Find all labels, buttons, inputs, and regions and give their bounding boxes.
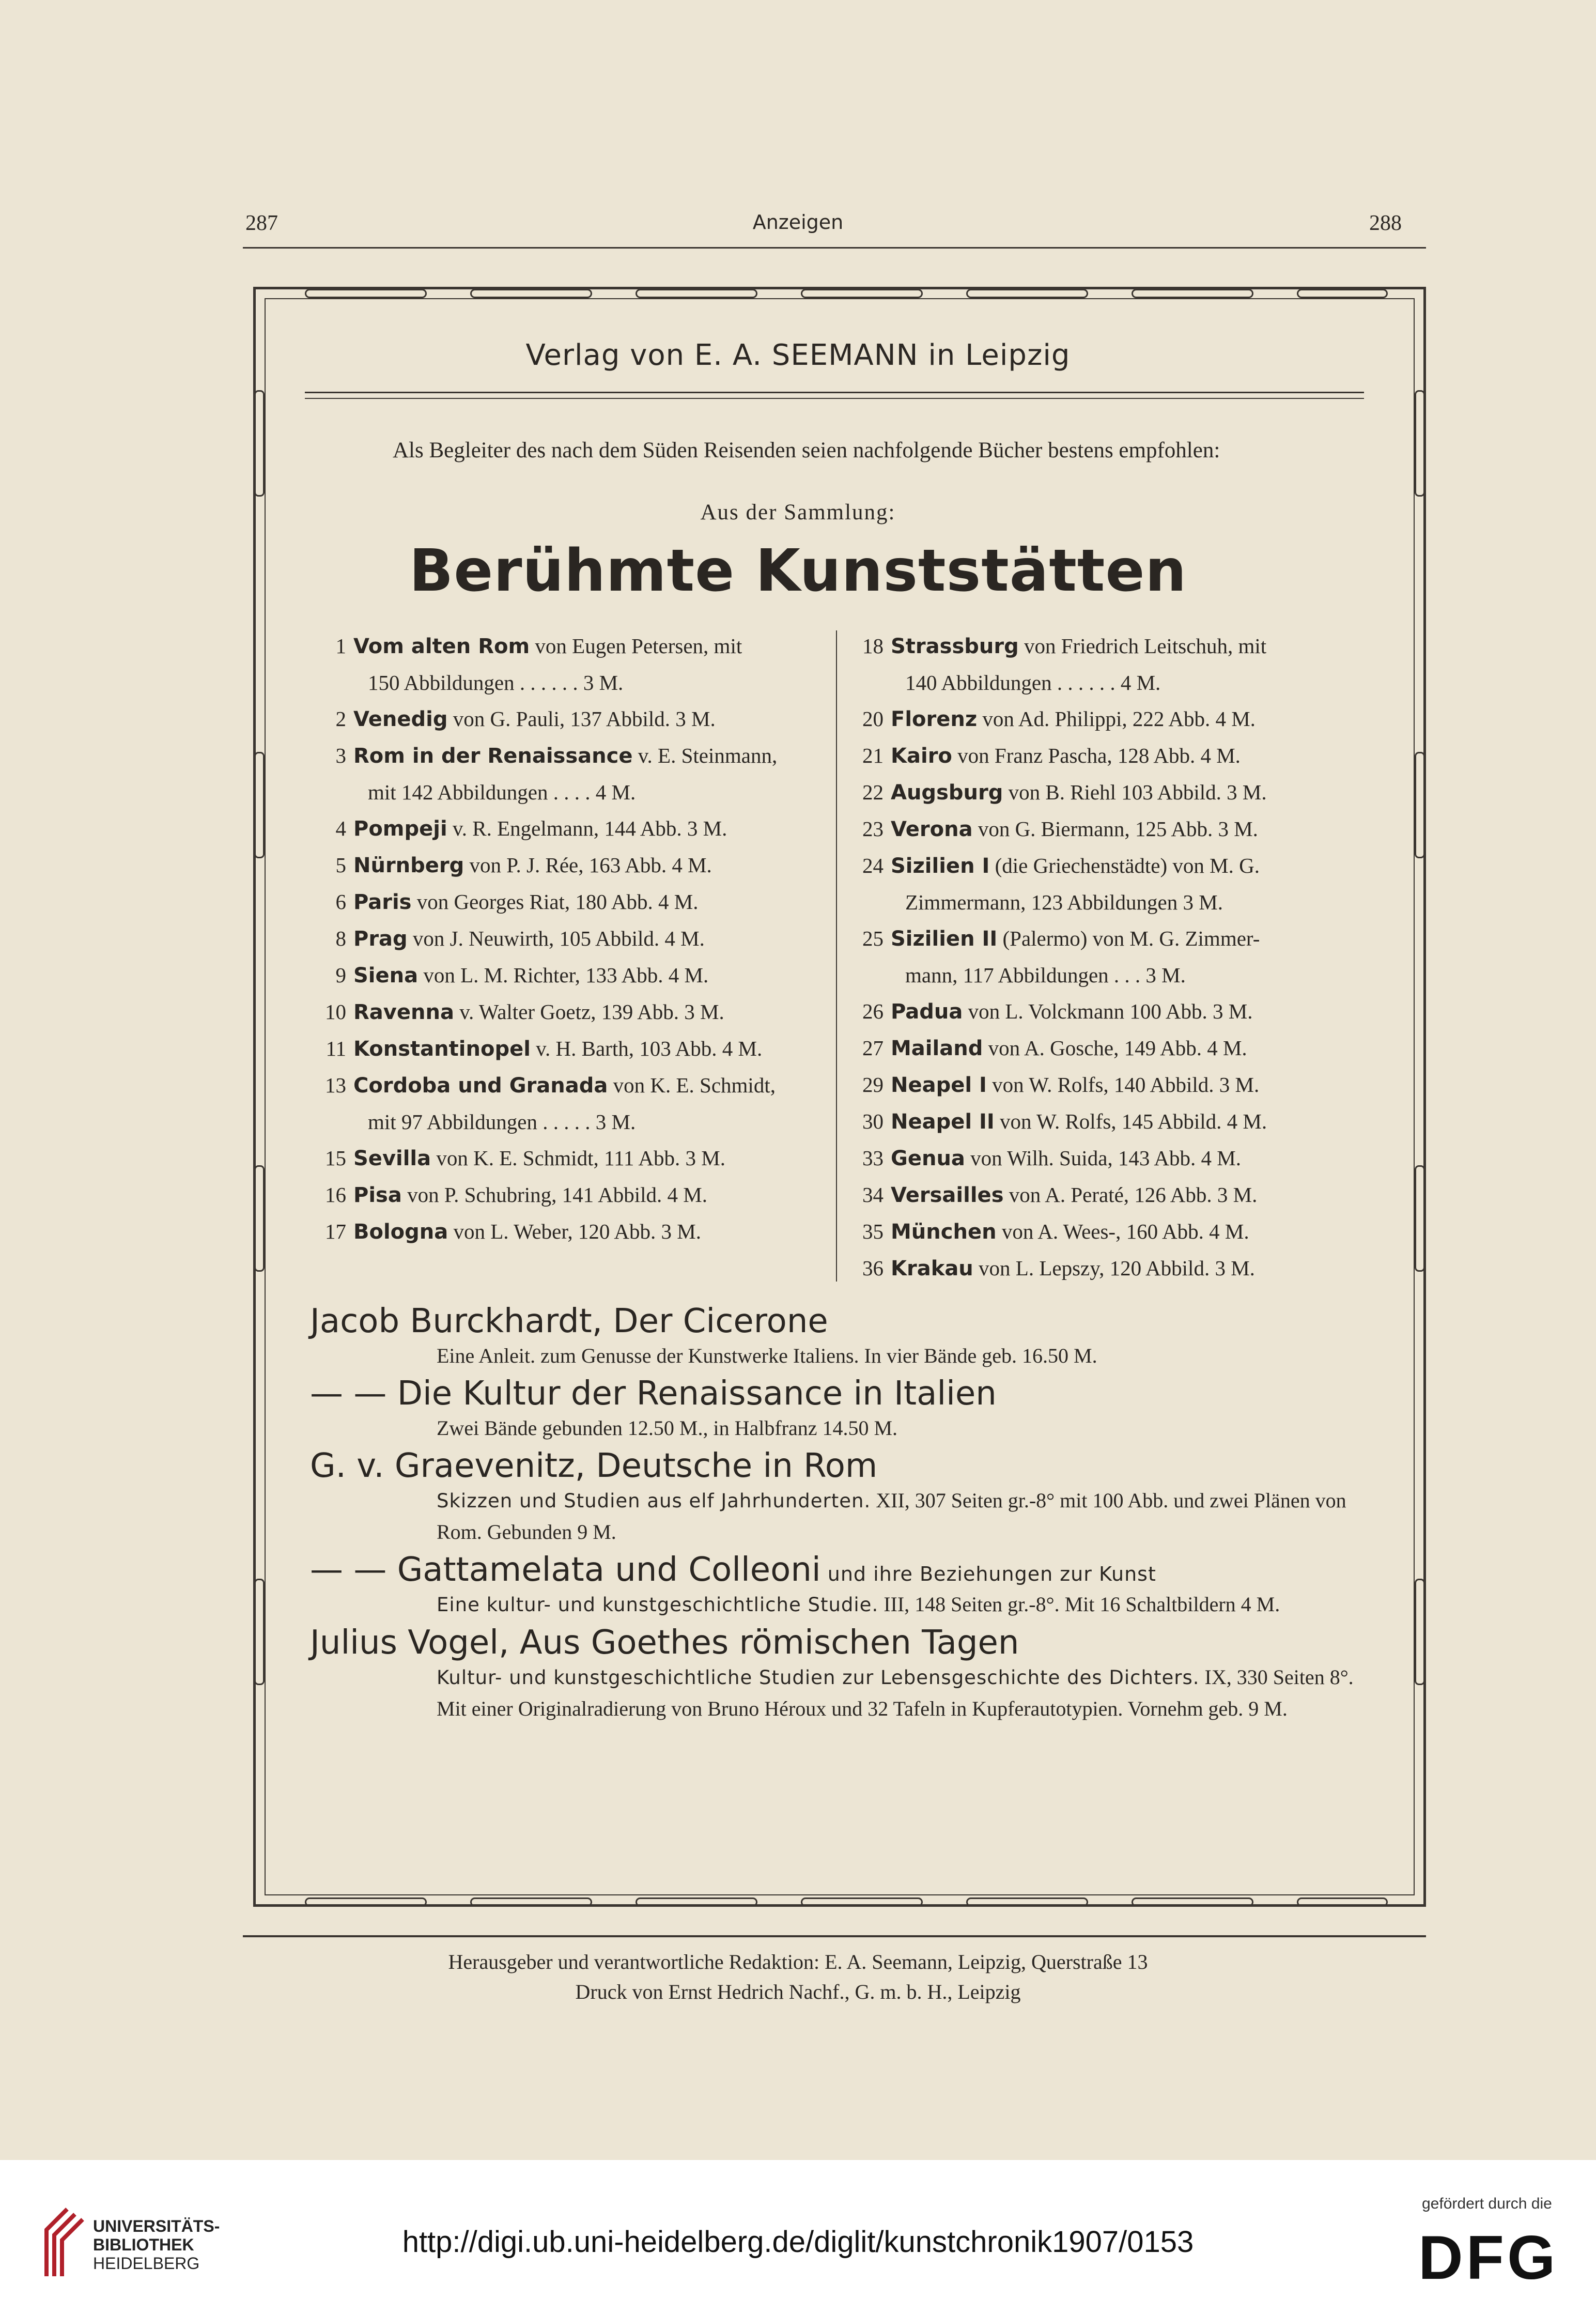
list-item [847,1250,1374,1287]
item-number: 2 [335,707,346,731]
item-number: 4 [335,816,346,840]
frame-right-ornament [1415,1579,1425,1685]
item-details: von W. Rolfs, 145 Abbild. 4 M. [994,1109,1267,1133]
item-number: 27 [862,1036,884,1060]
item-city: Florenz [891,707,978,731]
item-number: 10 [325,1000,346,1024]
frame-right-ornament [1415,1165,1425,1272]
book-title-text: Jacob Burckhardt, Der Cicerone [310,1302,828,1340]
funding-note: gefördert durch die [1422,2195,1552,2212]
list-item [847,920,1374,957]
item-details: (die Griechenstädte) von M. G. [989,854,1260,877]
item-details: von L. Lepszy, 120 Abbild. 3 M. [973,1256,1255,1280]
item-city: Bologna [353,1220,448,1244]
item-city: München [891,1220,997,1244]
item-details: v. R. Engelmann, 144 Abb. 3 M. [447,816,727,840]
collection-subheading: Aus der Sammlung: [700,500,896,524]
item-number: 6 [335,890,346,914]
item-city: Neapel I [891,1073,987,1097]
item-details: von K. E. Schmidt, [608,1073,776,1097]
frame-left-ornament [254,1579,265,1685]
item-city: Genua [891,1147,965,1170]
item-city: Paris [353,890,412,914]
item-city: Sizilien I [891,854,990,878]
page-number-right: 288 [1369,211,1402,235]
item-details: von W. Rolfs, 140 Abbild. 3 M. [986,1073,1260,1097]
item-continuation: 140 Abbildungen . . . . . . 4 M. [905,671,1161,695]
item-city: Versailles [891,1183,1004,1207]
list-item [847,1213,1374,1250]
item-city: Konstantinopel [353,1037,531,1061]
book-description [310,1413,1374,1444]
item-number: 33 [862,1146,884,1170]
frame-left-ornament [254,1165,265,1272]
list-item [310,810,827,847]
item-number: 25 [862,927,884,950]
item-city: Sizilien II [891,927,998,951]
item-continuation: Zimmermann, 123 Abbildungen 3 M. [905,890,1223,914]
item-details: von K. E. Schmidt, 111 Abb. 3 M. [431,1146,725,1170]
frame-right-ornament [1415,390,1425,497]
item-details: von B. Riehl 103 Abbild. 3 M. [1003,780,1267,804]
item-continuation: mann, 117 Abbildungen . . . 3 M. [905,963,1186,987]
item-details: v. E. Steinmann, [632,744,778,767]
item-number: 1 [335,634,346,658]
item-number: 36 [862,1256,884,1280]
book-title-text: — — Gattamelata und Colleoni [310,1551,821,1589]
library-name-line: UNIVERSITÄTS- [93,2217,220,2235]
list-item [310,994,827,1030]
item-number: 11 [326,1037,346,1060]
item-number: 13 [325,1073,346,1097]
page-number-left: 287 [245,211,278,235]
list-item [847,1177,1374,1213]
book-description-text: III, 148 Seiten gr.-8°. Mit 16 Schaltbildern 4 M. [878,1593,1280,1616]
item-number: 16 [325,1183,346,1207]
book-title [310,1375,1374,1413]
book-title-text: Julius Vogel, Aus Goethes römischen Tagen [310,1624,1019,1662]
item-number: 24 [862,854,884,877]
book-title-suffix: und ihre Beziehungen zur Kunst [820,1563,1156,1585]
right-book-list [847,628,1374,1287]
book-description-text: Zwei Bände gebunden 12.50 M., in Halbfranz 14.50 M. [437,1416,898,1440]
item-continuation: mit 142 Abbildungen . . . . 4 M. [368,780,636,804]
item-continuation: 150 Abbildungen . . . . . . 3 M. [368,671,624,695]
footer-editor-line: Herausgeber und verantwortliche Redaktion: E. A. Seemann, Leipzig, Querstraße 13 [448,1950,1148,1973]
item-number: 21 [862,744,884,767]
item-details: von Georges Riat, 180 Abb. 4 M. [411,890,699,914]
item-number: 22 [862,780,884,804]
list-item [847,628,1374,665]
item-number: 30 [862,1109,884,1133]
book-description-lead: Eine kultur- und kunstgeschichtliche Studie. [437,1594,879,1616]
item-details: von A. Wees-, 160 Abb. 4 M. [996,1220,1249,1243]
item-city: Mailand [891,1037,983,1060]
footer-printer-line: Druck von Ernst Hedrich Nachf., G. m. b. H., Leipzig [575,1980,1021,2003]
running-head: Anzeigen [752,211,844,234]
item-city: Venedig [353,707,448,731]
publisher-heading: Verlag von E. A. SEEMANN in Leipzig [525,338,1071,372]
list-item [310,701,827,737]
list-item [310,847,827,884]
item-number: 35 [862,1220,884,1243]
item-number: 29 [862,1073,884,1097]
list-item [310,628,827,665]
footer-rule [243,1935,1426,1937]
list-item [310,957,827,994]
list-item [310,884,827,920]
list-item [847,847,1374,884]
source-url-link[interactable]: http://digi.ub.uni-heidelberg.de/diglit/kunstchronik1907/0153 [402,2225,1194,2259]
item-city: Prag [353,927,408,951]
item-city: Verona [891,817,973,841]
book-description-text: IX, 330 Seiten 8°. Mit einer Originalradierung von Bruno Héroux und 32 Tafeln in Kupferautotypien. Vornehm geb. 9 M. [437,1665,1354,1720]
item-details: von G. Pauli, 137 Abbild. 3 M. [447,707,716,731]
list-item [310,1140,827,1177]
item-details: von L. M. Richter, 133 Abb. 4 M. [418,963,709,987]
publisher-rule [305,392,1364,393]
item-city: Sevilla [353,1147,431,1170]
item-number: 3 [335,744,346,767]
item-city: Ravenna [353,1000,454,1024]
list-item [847,701,1374,737]
item-details: von G. Biermann, 125 Abb. 3 M. [972,817,1258,841]
list-item [310,1177,827,1213]
item-continuation: mit 97 Abbildungen . . . . . 3 M. [368,1110,636,1134]
item-details: von A. Gosche, 149 Abb. 4 M. [983,1036,1247,1060]
item-details: von A. Peraté, 126 Abb. 3 M. [1003,1183,1258,1207]
book-description-lead: Skizzen und Studien aus elf Jahrhunderten. [437,1490,871,1512]
list-item [847,993,1374,1030]
book-title [310,1447,1374,1485]
book-title-text: — — Die Kultur der Renaissance in Italien [310,1375,997,1413]
item-city: Pisa [353,1183,402,1207]
header-rule [243,247,1426,249]
column-divider [836,630,837,1282]
book-title [310,1302,1374,1340]
item-city: Neapel II [891,1110,995,1134]
book-description-text: Eine Anleit. zum Genusse der Kunstwerke Italiens. In vier Bände geb. 16.50 M. [437,1344,1097,1367]
item-details: von L. Volckmann 100 Abb. 3 M. [963,999,1253,1023]
book-description [310,1589,1374,1621]
item-details: von L. Weber, 120 Abb. 3 M. [448,1220,701,1243]
frame-right-ornament [1415,752,1425,858]
item-details: von Friedrich Leitschuh, mit [1018,634,1267,658]
item-details: (Palermo) von M. G. Zimmer- [997,927,1260,950]
list-item [310,1030,827,1067]
item-number: 23 [862,817,884,841]
book-description-lead: Kultur- und kunstgeschichtliche Studien zur Lebensgeschichte des Dichters. [437,1667,1200,1689]
item-city: Augsburg [891,781,1003,805]
item-city: Strassburg [891,635,1019,658]
list-item [847,774,1374,811]
item-city: Padua [891,1000,963,1024]
list-item [847,811,1374,847]
frame-left-ornament [254,752,265,858]
item-details: von P. J. Rée, 163 Abb. 4 M. [464,853,712,877]
frame-left-ornament [254,390,265,497]
item-number: 17 [325,1220,346,1243]
item-number: 9 [335,963,346,987]
item-number: 34 [862,1183,884,1207]
dfg-logo: DFG [1418,2223,1559,2292]
list-item [847,1030,1374,1067]
item-details: von Ad. Philippi, 222 Abb. 4 M. [977,707,1256,731]
book-title [310,1624,1374,1662]
item-details: von Franz Pascha, 128 Abb. 4 M. [952,744,1241,767]
item-number: 5 [335,853,346,877]
item-city: Siena [353,964,419,988]
book-description [310,1485,1374,1548]
item-city: Kairo [891,744,952,768]
item-city: Rom in der Renaissance [353,744,633,768]
book-title-text: G. v. Graevenitz, Deutsche in Rom [310,1447,878,1485]
series-title: Berühmte Kunststätten [409,537,1187,605]
book-title [310,1551,1374,1589]
publisher-rule [305,398,1364,399]
item-details: von J. Neuwirth, 105 Abbild. 4 M. [407,927,705,950]
library-name-line: HEIDELBERG [93,2254,200,2273]
list-item [310,1067,827,1104]
item-number: 8 [335,927,346,950]
item-details: von P. Schubring, 141 Abbild. 4 M. [401,1183,707,1207]
book-description [310,1662,1374,1724]
item-details: von Wilh. Suida, 143 Abb. 4 M. [965,1146,1241,1170]
item-city: Pompeji [353,817,447,841]
list-item [310,1213,827,1250]
list-item [310,920,827,957]
book-description-text: XII, 307 Seiten gr.-8° mit 100 Abb. und zwei Plänen von Rom. Gebunden 9 M. [437,1489,1346,1544]
item-number: 20 [862,707,884,731]
item-city: Krakau [891,1257,973,1280]
list-item [847,737,1374,774]
item-number: 26 [862,999,884,1023]
list-item [310,737,827,774]
item-city: Nürnberg [353,854,464,877]
item-details: von Eugen Petersen, mit [530,634,742,658]
book-description [310,1340,1374,1371]
left-book-list [310,628,827,1250]
list-item [847,1140,1374,1177]
item-number: 15 [325,1146,346,1170]
library-name-line: BIBLIOTHEK [93,2235,194,2254]
book-advertisements [310,1302,1374,1727]
item-details: v. H. Barth, 103 Abb. 4 M. [530,1037,763,1060]
item-details: v. Walter Goetz, 139 Abb. 3 M. [454,1000,724,1024]
intro-paragraph: Als Begleiter des nach dem Süden Reisenden seien nachfolgende Bücher bestens empfohlen: [393,438,1220,462]
frame-bottom-ornament [284,1895,1395,1907]
item-city: Vom alten Rom [353,635,530,658]
item-number: 18 [862,634,884,658]
list-item [847,1067,1374,1103]
frame-top-ornament [284,287,1395,298]
list-item [847,1103,1374,1140]
item-city: Cordoba und Granada [353,1074,608,1098]
